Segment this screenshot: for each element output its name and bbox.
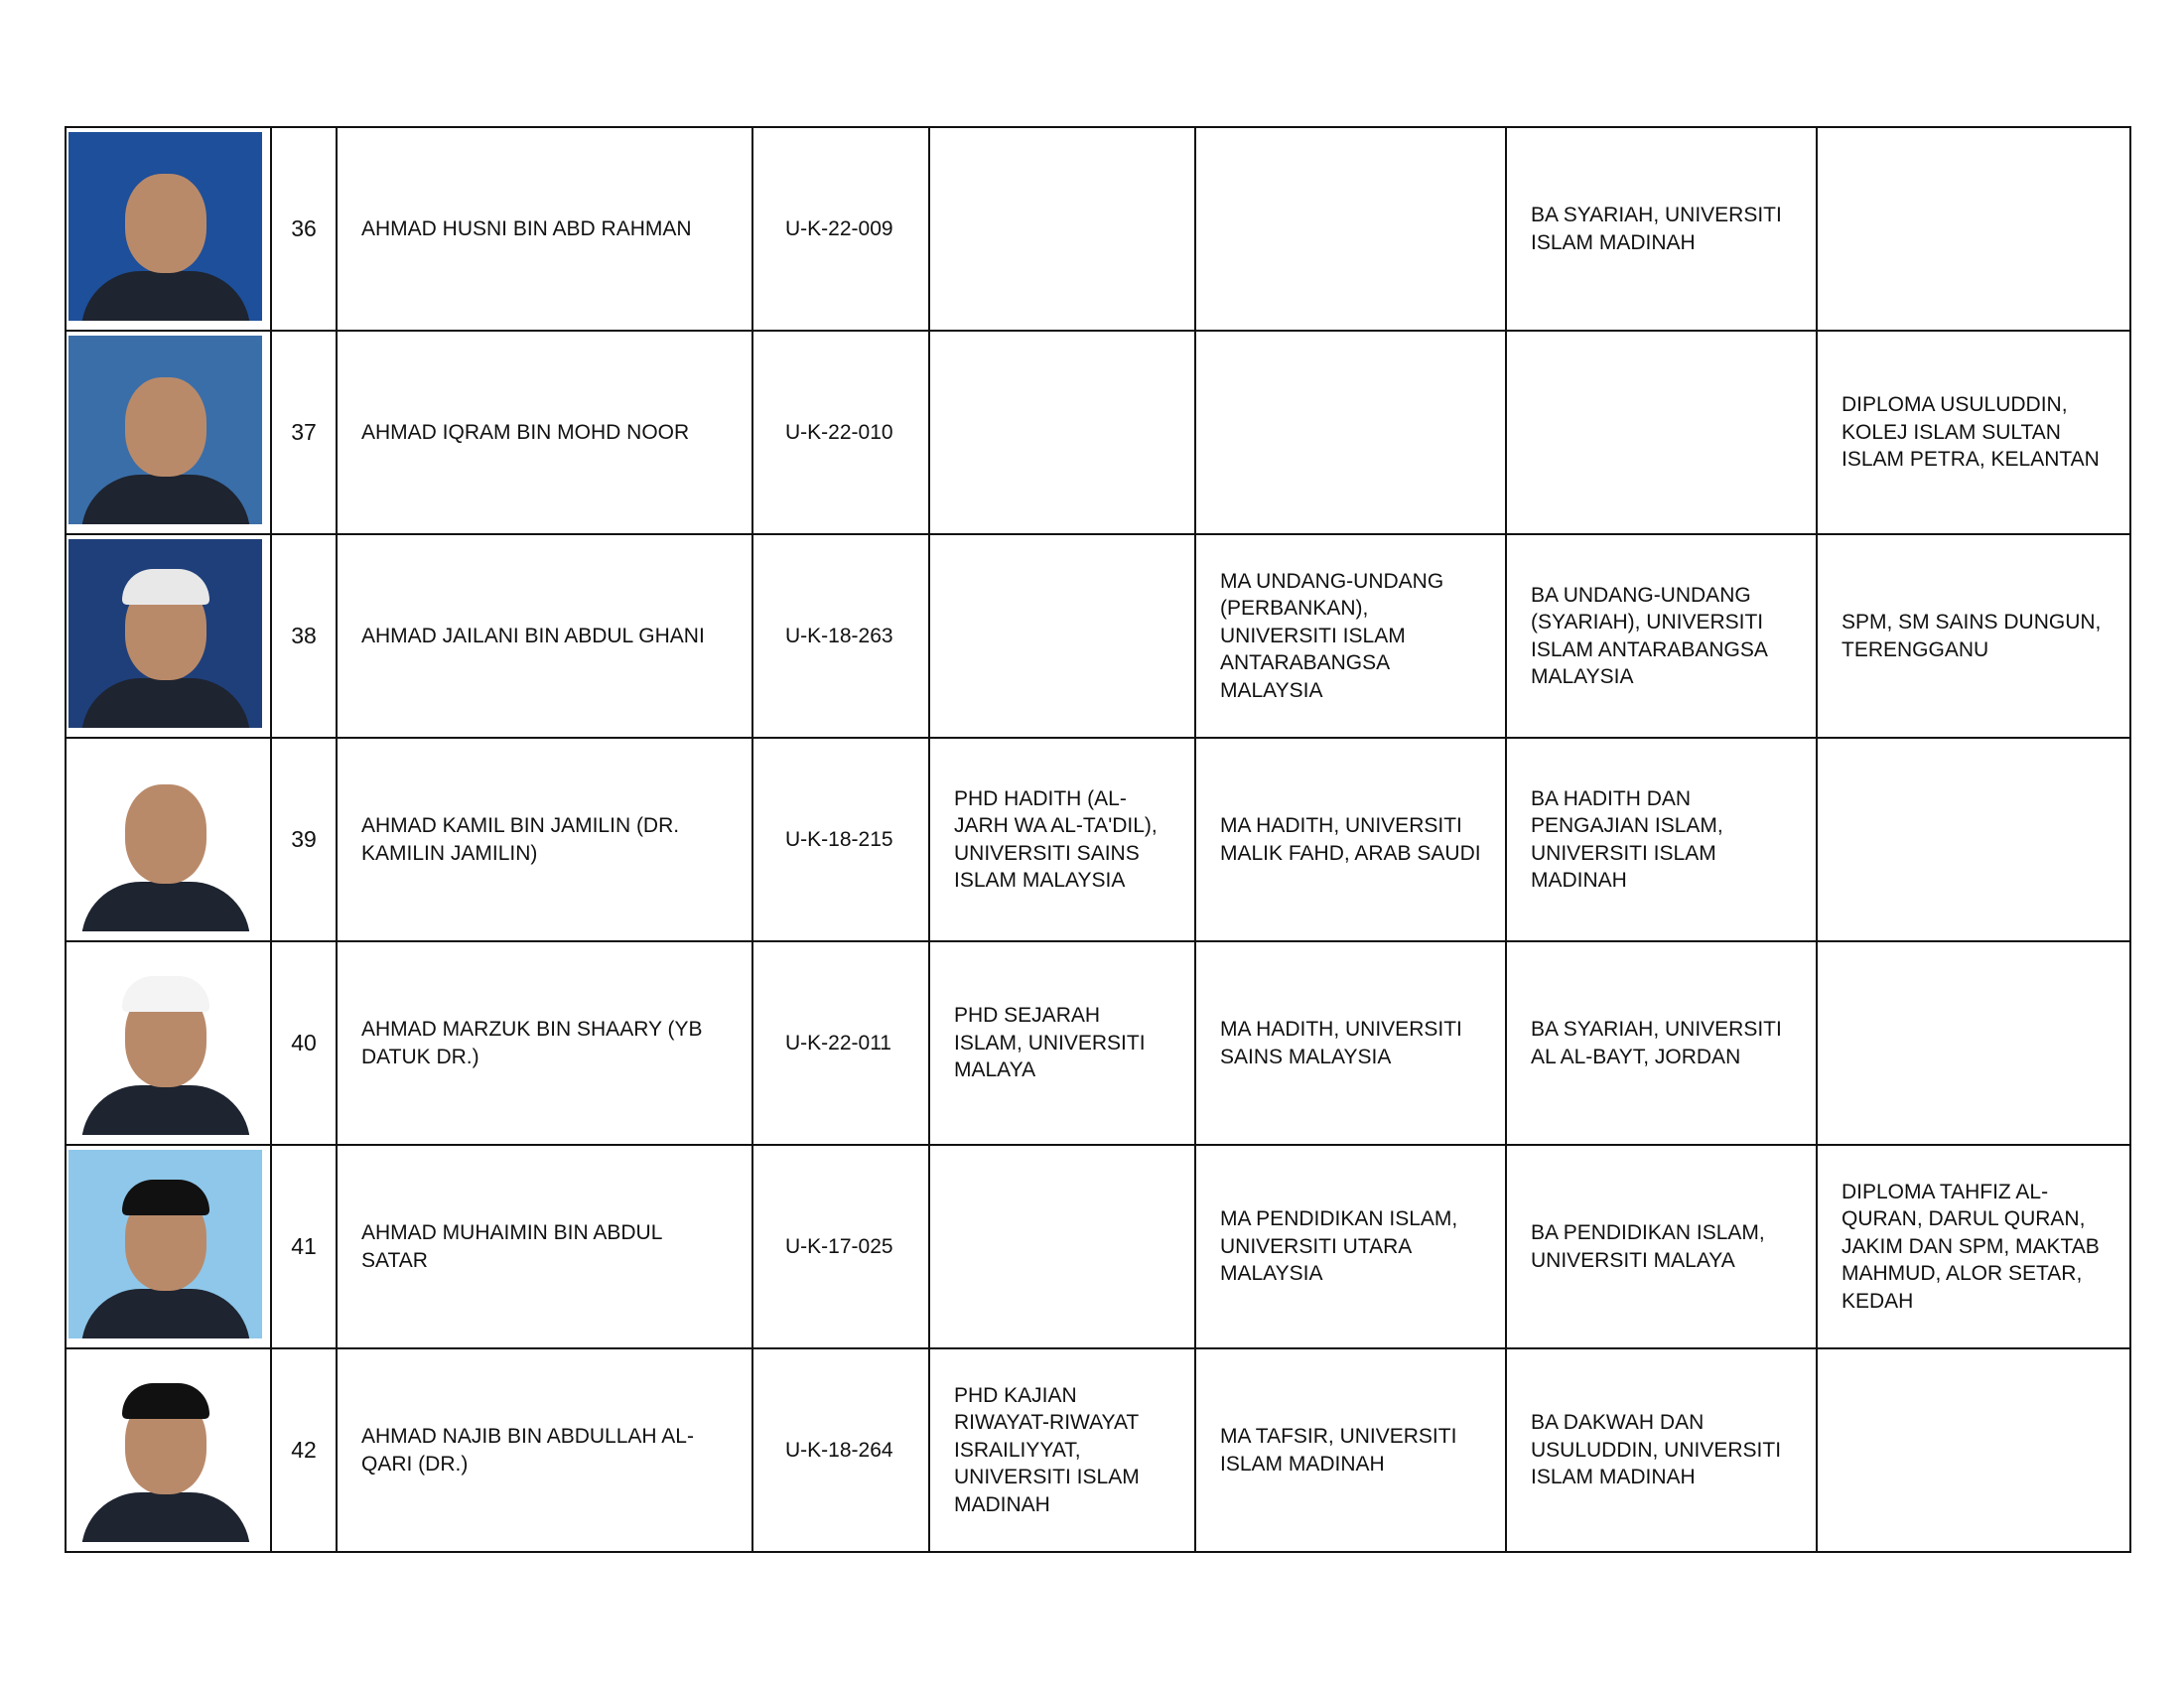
ba-qualification: BA SYARIAH, UNIVERSITI AL AL-BAYT, JORDAN <box>1506 941 1817 1145</box>
other-qualification <box>1817 127 2130 331</box>
ba-qualification: BA DAKWAH DAN USULUDDIN, UNIVERSITI ISLAM MADINAH <box>1506 1348 1817 1552</box>
table-row <box>66 331 2130 534</box>
portrait-body <box>81 882 250 931</box>
ba-qualification: BA UNDANG-UNDANG (SYARIAH), UNIVERSITI ISLAM ANTARABANGSA MALAYSIA <box>1506 534 1817 738</box>
phd-qualification <box>929 1145 1195 1348</box>
portrait-cap <box>122 1383 209 1419</box>
scholar-code: U-K-22-010 <box>752 331 929 534</box>
scholar-code: U-K-18-263 <box>752 534 929 738</box>
photo-cell <box>66 738 271 941</box>
table-row <box>66 738 2130 941</box>
phd-qualification <box>929 534 1195 738</box>
phd-qualification: PHD KAJIAN RIWAYAT-RIWAYAT ISRAILIYYAT, UNIVERSITI ISLAM MADINAH <box>929 1348 1195 1552</box>
ma-qualification: MA HADITH, UNIVERSITI SAINS MALAYSIA <box>1195 941 1506 1145</box>
portrait-head <box>125 377 206 477</box>
photo-cell <box>66 127 271 331</box>
photo-cell <box>66 1145 271 1348</box>
phd-qualification <box>929 331 1195 534</box>
portrait-photo <box>68 1150 262 1338</box>
table-row <box>66 1145 2130 1348</box>
photo-cell <box>66 331 271 534</box>
portrait-body <box>81 1492 250 1542</box>
portrait-body <box>81 1289 250 1338</box>
ma-qualification: MA UNDANG-UNDANG (PERBANKAN), UNIVERSITI ISLAM ANTARABANGSA MALAYSIA <box>1195 534 1506 738</box>
other-qualification: SPM, SM SAINS DUNGUN, TERENGGANU <box>1817 534 2130 738</box>
phd-qualification <box>929 127 1195 331</box>
scholar-name: AHMAD HUSNI BIN ABD RAHMAN <box>337 127 752 331</box>
table-row <box>66 127 2130 331</box>
phd-qualification: PHD HADITH (AL-JARH WA AL-TA'DIL), UNIVERSITI SAINS ISLAM MALAYSIA <box>929 738 1195 941</box>
ba-qualification: BA SYARIAH, UNIVERSITI ISLAM MADINAH <box>1506 127 1817 331</box>
photo-cell <box>66 941 271 1145</box>
scholar-name: AHMAD KAMIL BIN JAMILIN (DR. KAMILIN JAMILIN) <box>337 738 752 941</box>
photo-cell <box>66 534 271 738</box>
ba-qualification <box>1506 331 1817 534</box>
table-row <box>66 941 2130 1145</box>
portrait-photo <box>68 539 262 728</box>
scholar-name: AHMAD MUHAIMIN BIN ABDUL SATAR <box>337 1145 752 1348</box>
table-row <box>66 534 2130 738</box>
row-number: 42 <box>271 1348 337 1552</box>
scholar-name: AHMAD IQRAM BIN MOHD NOOR <box>337 331 752 534</box>
other-qualification <box>1817 738 2130 941</box>
ma-qualification: MA PENDIDIKAN ISLAM, UNIVERSITI UTARA MALAYSIA <box>1195 1145 1506 1348</box>
other-qualification: DIPLOMA USULUDDIN, KOLEJ ISLAM SULTAN ISLAM PETRA, KELANTAN <box>1817 331 2130 534</box>
phd-qualification: PHD SEJARAH ISLAM, UNIVERSITI MALAYA <box>929 941 1195 1145</box>
portrait-head <box>125 784 206 884</box>
other-qualification <box>1817 1348 2130 1552</box>
row-number: 40 <box>271 941 337 1145</box>
portrait-cap <box>122 976 209 1012</box>
scholar-code: U-K-17-025 <box>752 1145 929 1348</box>
row-number: 41 <box>271 1145 337 1348</box>
scholar-name: AHMAD NAJIB BIN ABDULLAH AL-QARI (DR.) <box>337 1348 752 1552</box>
portrait-body <box>81 475 250 524</box>
photo-cell <box>66 1348 271 1552</box>
ma-qualification <box>1195 331 1506 534</box>
row-number: 37 <box>271 331 337 534</box>
ba-qualification: BA HADITH DAN PENGAJIAN ISLAM, UNIVERSITI ISLAM MADINAH <box>1506 738 1817 941</box>
scholar-name: AHMAD MARZUK BIN SHAARY (YB DATUK DR.) <box>337 941 752 1145</box>
scholar-code: U-K-18-264 <box>752 1348 929 1552</box>
portrait-body <box>81 1085 250 1135</box>
portrait-photo <box>68 1353 262 1542</box>
row-number: 36 <box>271 127 337 331</box>
portrait-cap <box>122 1180 209 1215</box>
portrait-cap <box>122 569 209 605</box>
other-qualification <box>1817 941 2130 1145</box>
portrait-photo <box>68 946 262 1135</box>
ma-qualification: MA TAFSIR, UNIVERSITI ISLAM MADINAH <box>1195 1348 1506 1552</box>
portrait-photo <box>68 132 262 321</box>
ba-qualification: BA PENDIDIKAN ISLAM, UNIVERSITI MALAYA <box>1506 1145 1817 1348</box>
portrait-body <box>81 271 250 321</box>
portrait-photo <box>68 743 262 931</box>
portrait-head <box>125 174 206 273</box>
ma-qualification <box>1195 127 1506 331</box>
scholar-code: U-K-22-009 <box>752 127 929 331</box>
scholars-table <box>65 126 2131 1553</box>
scholar-code: U-K-18-215 <box>752 738 929 941</box>
row-number: 38 <box>271 534 337 738</box>
ma-qualification: MA HADITH, UNIVERSITI MALIK FAHD, ARAB SAUDI <box>1195 738 1506 941</box>
portrait-photo <box>68 336 262 524</box>
scholar-code: U-K-22-011 <box>752 941 929 1145</box>
row-number: 39 <box>271 738 337 941</box>
scholar-name: AHMAD JAILANI BIN ABDUL GHANI <box>337 534 752 738</box>
other-qualification: DIPLOMA TAHFIZ AL-QURAN, DARUL QURAN, JAKIM DAN SPM, MAKTAB MAHMUD, ALOR SETAR, KEDAH <box>1817 1145 2130 1348</box>
table-row <box>66 1348 2130 1552</box>
portrait-body <box>81 678 250 728</box>
